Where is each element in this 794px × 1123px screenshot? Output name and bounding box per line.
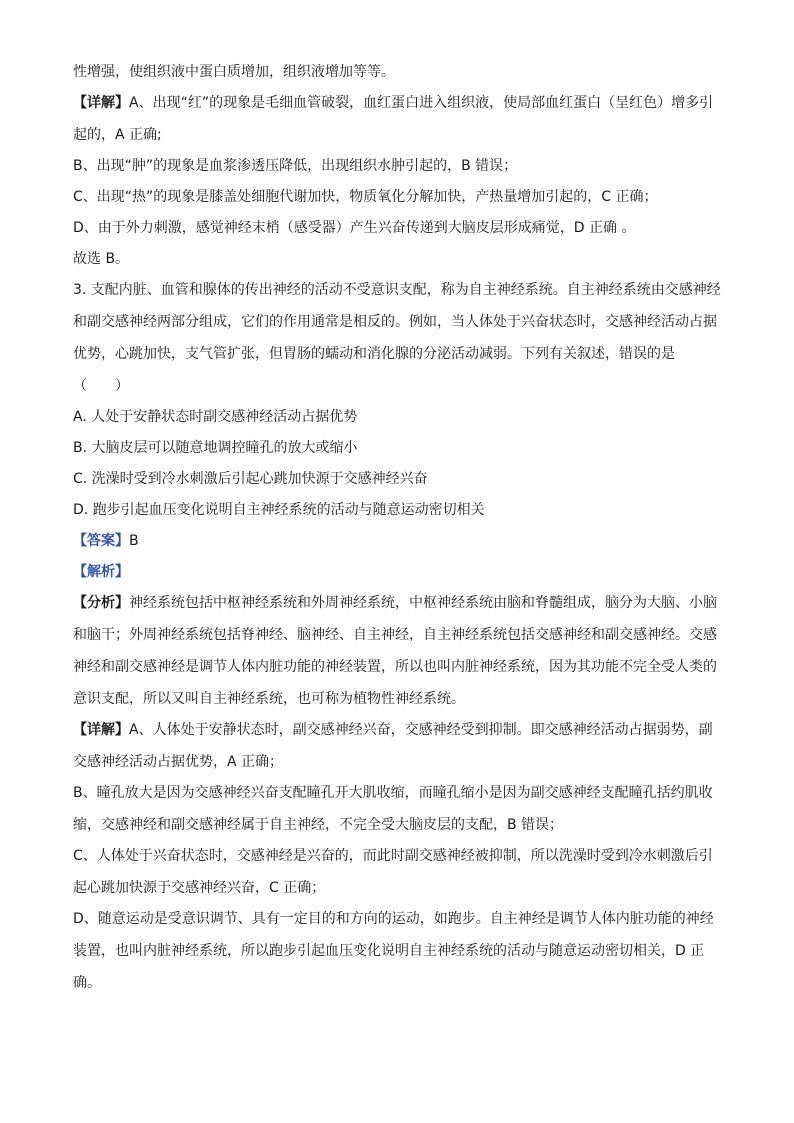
detail-heading-line: 【详解】A、出现“红”的现象是毛细血管破裂，血红蛋白进入组织液，使局部血红蛋白（呈红色）增多引 (73, 95, 714, 111)
text-line: 性增强，使组织液中蛋白质增加，组织液增加等等。 (73, 64, 395, 80)
answer-line (73, 531, 721, 551)
text-line: 起的，A 正确; (73, 127, 162, 143)
detail-tag: 【详解】 (73, 95, 129, 111)
analysis-heading (73, 562, 721, 582)
detail-tag: 【详解】 (73, 722, 129, 738)
question-line: 和副交感神经两部分组成，它们的作用通常是相反的。例如，当人体处于兴奋状态时，交感神经活动占据 (73, 314, 717, 330)
document-page (73, 62, 721, 993)
detail-line: D、随意运动是受意识调节、具有一定目的和方向的运动，如跑步。自主神经是调节人体内脏功能的神经 (73, 911, 714, 927)
analysis-line: 意识支配，所以又叫自主神经系统，也可称为植物性神经系统。 (73, 691, 465, 707)
detail-line: 起心跳加快源于交感神经兴奋，C 正确； (73, 880, 326, 896)
option-c: C. 洗澡时受到冷水刺激后引起心跳加快源于交感神经兴奋 (73, 471, 428, 487)
text-line: B、出现“肿”的现象是血浆渗透压降低，出现组织水肿引起的，B 错误； (73, 158, 518, 174)
detail-heading-line: 【详解】A、人体处于安静状态时，副交感神经兴奋，交感神经受到抑制。即交感神经活动占据弱势，副 (73, 722, 713, 738)
detail-line: C、人体处于兴奋状态时，交感神经是兴奋的，而此时副交感神经被抑制，所以洗澡时受到冷水刺激后引 (73, 848, 713, 864)
analysis-line: 神经和副交感神经是调节人体内脏功能的神经装置，所以也叫内脏神经系统，因为其功能不完全受人类的 (73, 659, 717, 675)
answer-value: B (129, 533, 139, 549)
text-line: C、出现“热”的现象是膝盖处细胞代谢加快，物质氧化分解加快，产热量增加引起的，C 正确； (73, 189, 658, 205)
option-d: D. 跑步引起血压变化说明自主神经系统的活动与随意运动密切相关 (73, 502, 485, 518)
question-line: 优势，心跳加快，支气管扩张，但胃肠的蠕动和消化腺的分泌活动减弱。下列有关叙述，错误的是 (73, 346, 675, 362)
detail-line: 确。 (73, 975, 101, 991)
text-line: 故选 B。 (73, 251, 130, 267)
analysis-tag: 【解析】 (73, 564, 129, 580)
detail-line: 交感神经活动占据优势，A 正确； (73, 754, 284, 770)
question-bracket: （ ） (73, 378, 129, 394)
detail-line: 装置，也叫内脏神经系统，所以跑步引起血压变化说明自主神经系统的活动与随意运动密切相关，D 正 (73, 943, 705, 959)
analysis-line: 【分析】神经系统包括中枢神经系统和外周神经系统，中枢神经系统由脑和脊髓组成，脑分为大脑、小脑 (73, 595, 717, 611)
option-a: A. 人处于安静状态时副交感神经活动占据优势 (73, 409, 358, 425)
option-b: B. 大脑皮层可以随意地调控瞳孔的放大或缩小 (73, 440, 358, 456)
analysis-line: 和脑干；外周神经系统包括脊神经、脑神经、自主神经，自主神经系统包括交感神经和副交感神经。交感 (73, 627, 717, 643)
text-line: D、由于外力刺激，感觉神经末梢（感受器）产生兴奋传递到大脑皮层形成痛觉，D 正确 。 (73, 220, 636, 236)
question-line: 3. 支配内脏、血管和腺体的传出神经的活动不受意识支配，称为自主神经系统。自主神经系统由交感神经 (73, 282, 721, 298)
detail-line: 缩，交感神经和副交感神经属于自主神经，不完全受大脑皮层的支配，B 错误； (73, 817, 564, 833)
answer-tag: 【答案】 (73, 533, 129, 549)
detail-line: B、瞳孔放大是因为交感神经兴奋支配瞳孔开大肌收缩，而瞳孔缩小是因为副交感神经支配瞳孔括约肌收 (73, 785, 713, 801)
analysis-sub-tag: 【分析】 (73, 595, 129, 611)
